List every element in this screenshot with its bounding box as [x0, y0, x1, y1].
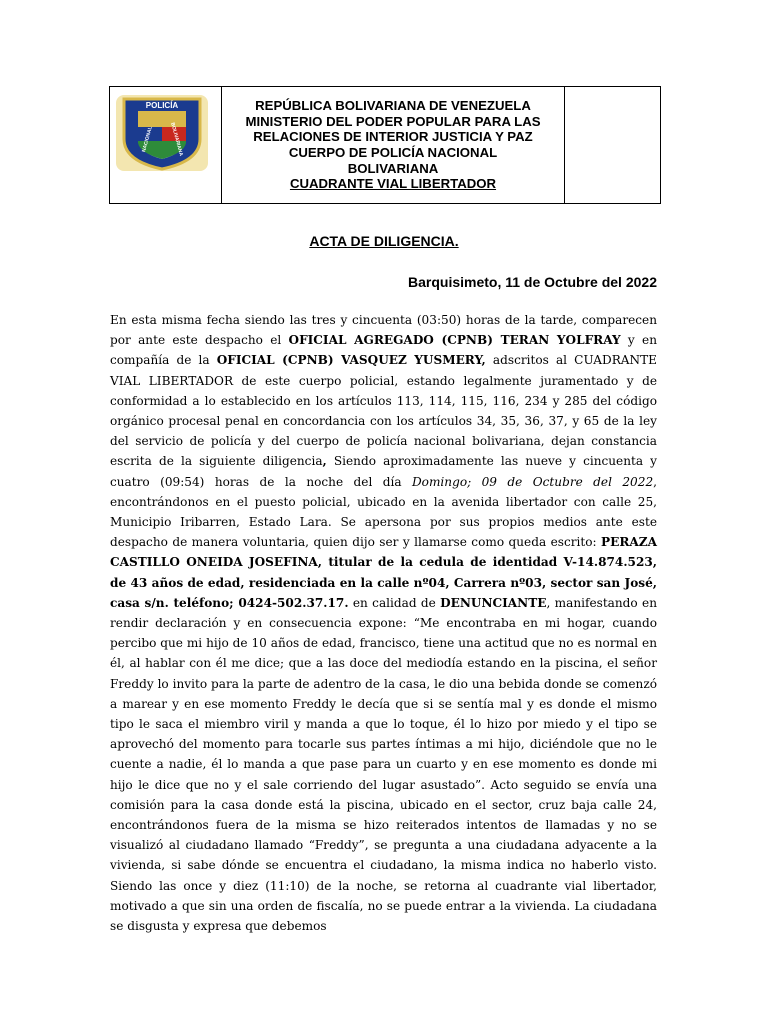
header-line-police-body: CUERPO DE POLICÍA NACIONAL — [288, 145, 498, 160]
body-run: Domingo; 09 de Octubre del 2022 — [411, 474, 654, 489]
body-run: , encontrándonos en el puesto policial, ubicado en la avenida libertador con calle 25, Municipio Iribarren, Estado Lara. Se apersona por sus propios medios ante este despacho de manera voluntaria, quien dijo ser y llamarse como queda escrito: — [110, 474, 657, 550]
body-run: , — [322, 454, 327, 469]
police-badge-icon — [116, 95, 208, 171]
body-run: PERAZA CASTILLO ONEIDA JOSEFINA, titular de la cedula de identidad V-14.874.523, de 43 años de edad, residenciada en la calle nº04, Carrera nº03, sector san José, casa s/n. teléfono; 0424-502.37.17. — [110, 535, 657, 610]
body-run: en calidad de — [348, 595, 441, 610]
body-run: En esta misma fecha siendo las tres y cincuenta (03:50) horas de la tarde, comparecen por ante este despacho el — [110, 313, 657, 348]
header-line-unit: CUADRANTE VIAL LIBERTADOR — [289, 176, 497, 192]
svg-text:POLICÍA: POLICÍA — [145, 101, 179, 110]
header-text-cell — [222, 87, 565, 204]
body-run: Siendo aproximadamente las nueve y cincuenta y cuatro (09:54) horas de la noche del día — [110, 454, 658, 489]
header-line-ministry: MINISTERIO DEL PODER POPULAR PARA LAS — [245, 113, 541, 129]
document-body — [110, 310, 657, 936]
document-title: ACTA DE DILIGENCIA. — [309, 233, 459, 249]
body-run: OFICIAL (CPNB) VASQUEZ YUSMERY, — [216, 353, 486, 368]
header-line-bolivariana: BOLIVARIANA — [347, 160, 439, 176]
body-run: , manifestando en rendir declaración y en consecuencia expone: “Me encontraba en mi hogar, cuando percibo que mi hijo de 10 años de edad, francisco, tiene una actitud que no es normal en él, al hablar con él me dice; que a las doce del mediodía estando en la piscina, el señor Freddy lo invito para la parte de adentro de la casa, le dio una bebida donde se comenzó a marear y en ese momento Freddy le decía que si se sentía mal y es donde el mismo tipo le saca el miembro viril y manda a que lo toque, él lo hizo por miedo y el tipo se aprovechó del momento para tocarle sus partes íntimas a mi hijo, diciéndole que no le cuente a nadie, él lo manda a que pase para un cuarto y en ese momento es donde mi hijo le dice que no y el sale corriendo del lugar asustado”. Acto seguido se envía una comisión para la casa donde está la piscina, ubicado en el sector, cruz baja calle 24, encontrándonos fuera de la misma se hizo reiterados intentos de llamadas y no se visualizó al ciudadano llamado “Freddy”, se pregunta a una ciudadana adyacente a la vivienda, si sabe dónde se encuentra el ciudadano, la misma indica no haberlo visto. Siendo las once y diez (11:10) de la noche, se retorna al cuadrante vial libertador, motivado a que sin una orden de fiscalía, no se puede entrar a la vivienda. La ciudadana se disgusta y expresa que debemos — [110, 595, 657, 934]
body-run: OFICIAL AGREGADO (CPNB) TERAN YOLFRAY — [288, 333, 621, 348]
svg-text:NACIONAL: NACIONAL — [141, 125, 154, 153]
place-date: Barquisimeto, 11 de Octubre del 2022 — [408, 274, 657, 290]
body-run: y en compañía de la — [110, 333, 657, 368]
header-empty-cell — [565, 87, 661, 204]
svg-text:BOLIVARIANA: BOLIVARIANA — [169, 122, 184, 157]
header-line-republic: REPÚBLICA BOLIVARIANA DE VENEZUELA — [255, 98, 531, 114]
body-run: adscritos al CUADRANTE VIAL LIBERTADOR de este cuerpo policial, estando legalmente juramentado y de conformidad a lo establecido en los artículos 113, 114, 115, 116, 234 y 285 del código orgánico procesal penal en concordancia con los artículos 34, 35, 36, 37, y 65 de la ley del servicio de policía y del cuerpo de policía nacional bolivariana, dejan constancia escrita de la siguiente diligencia — [110, 353, 658, 469]
header-line-relations: RELACIONES DE INTERIOR JUSTICIA Y PAZ — [253, 129, 533, 145]
body-run: DENUNCIANTE — [440, 595, 547, 610]
